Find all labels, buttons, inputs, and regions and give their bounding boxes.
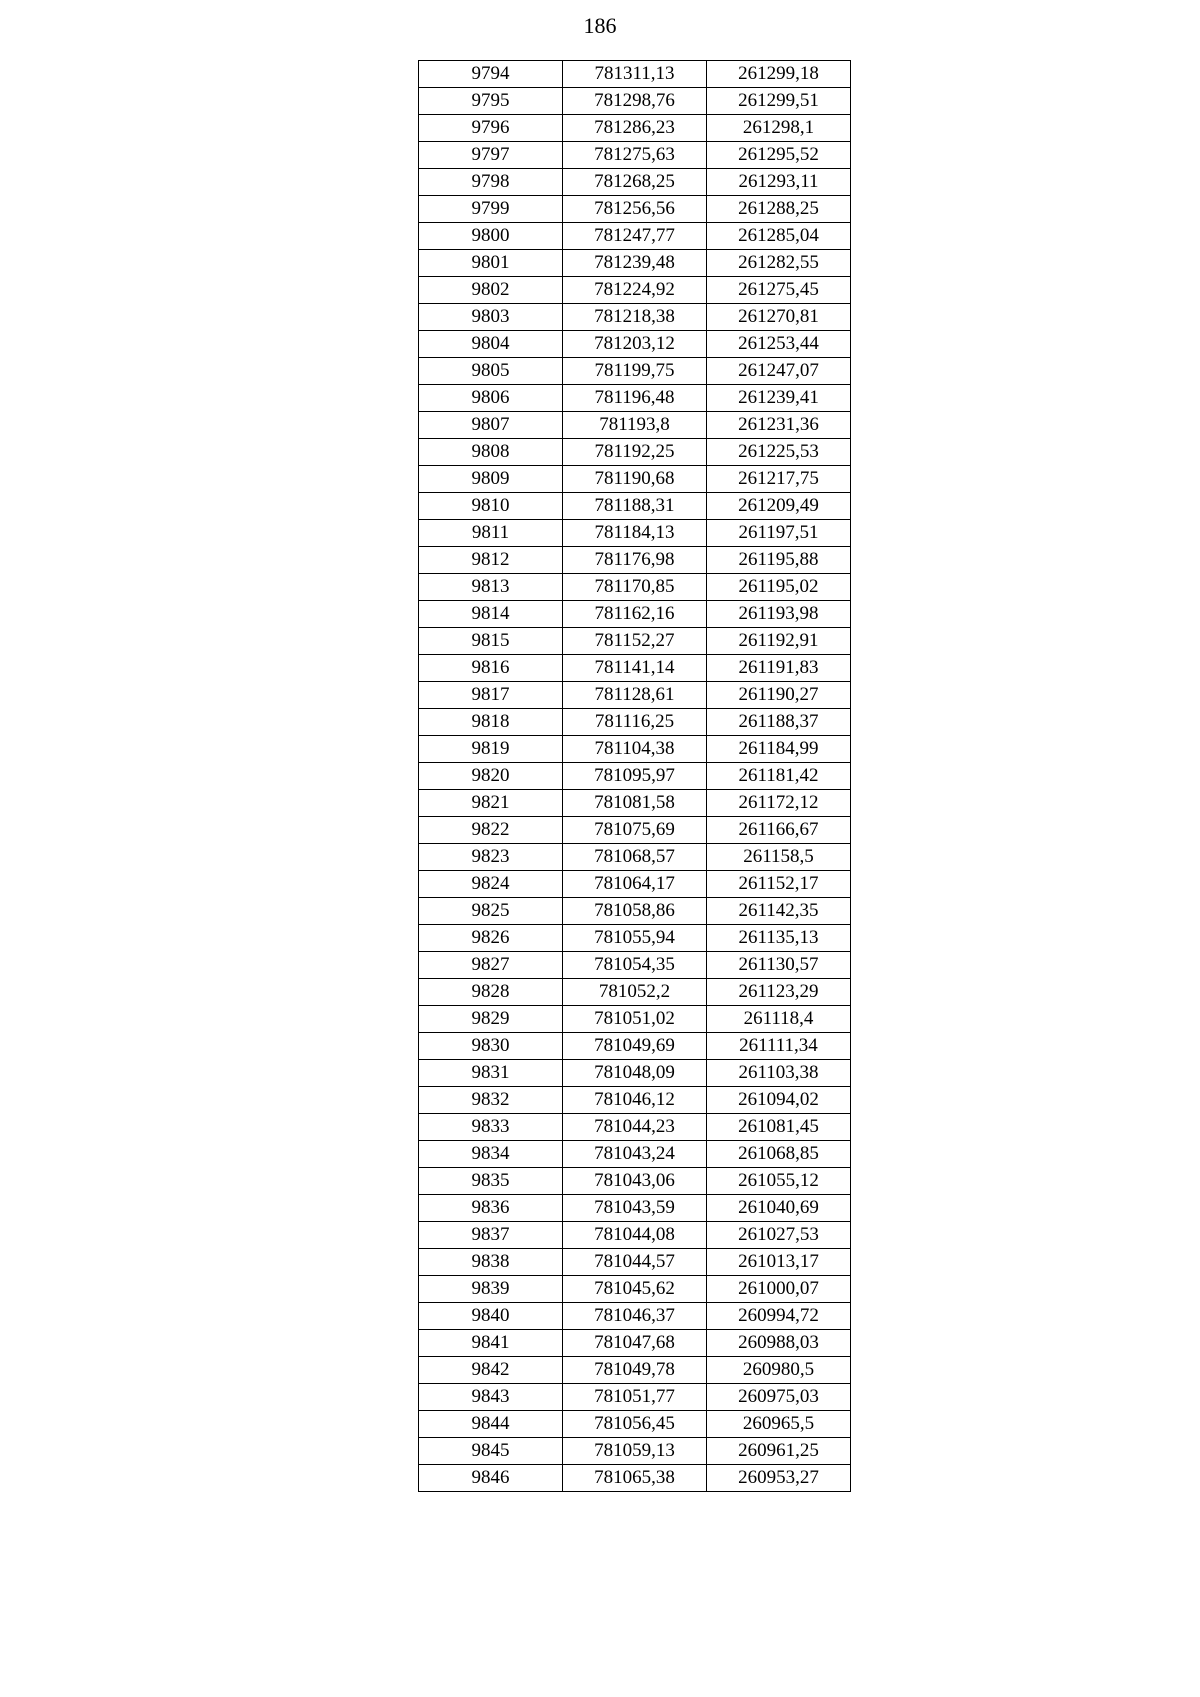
- point-number-cell: 9796: [419, 115, 563, 142]
- y-coordinate-cell: 261027,53: [707, 1222, 851, 1249]
- x-coordinate-cell: 781188,31: [563, 493, 707, 520]
- x-coordinate-cell: 781048,09: [563, 1060, 707, 1087]
- point-number-cell: 9809: [419, 466, 563, 493]
- x-coordinate-cell: 781058,86: [563, 898, 707, 925]
- point-number-cell: 9831: [419, 1060, 563, 1087]
- y-coordinate-cell: 261299,51: [707, 88, 851, 115]
- point-number-cell: 9807: [419, 412, 563, 439]
- point-number-cell: 9846: [419, 1465, 563, 1492]
- point-number-cell: 9803: [419, 304, 563, 331]
- y-coordinate-cell: 261135,13: [707, 925, 851, 952]
- x-coordinate-cell: 781170,85: [563, 574, 707, 601]
- point-number-cell: 9832: [419, 1087, 563, 1114]
- table-row: [419, 898, 851, 925]
- table-row: [419, 763, 851, 790]
- table-row: [419, 655, 851, 682]
- y-coordinate-cell: 261158,5: [707, 844, 851, 871]
- x-coordinate-cell: 781046,37: [563, 1303, 707, 1330]
- x-coordinate-cell: 781275,63: [563, 142, 707, 169]
- x-coordinate-cell: 781051,77: [563, 1384, 707, 1411]
- y-coordinate-cell: 261152,17: [707, 871, 851, 898]
- point-number-cell: 9828: [419, 979, 563, 1006]
- y-coordinate-cell: 261253,44: [707, 331, 851, 358]
- y-coordinate-cell: 261081,45: [707, 1114, 851, 1141]
- y-coordinate-cell: 261040,69: [707, 1195, 851, 1222]
- table-row: [419, 1249, 851, 1276]
- x-coordinate-cell: 781176,98: [563, 547, 707, 574]
- table-row: [419, 385, 851, 412]
- point-number-cell: 9845: [419, 1438, 563, 1465]
- x-coordinate-cell: 781064,17: [563, 871, 707, 898]
- table-row: [419, 547, 851, 574]
- table-row: [419, 493, 851, 520]
- table-row: [419, 628, 851, 655]
- table-row: [419, 1276, 851, 1303]
- table-row: [419, 1060, 851, 1087]
- point-number-cell: 9817: [419, 682, 563, 709]
- x-coordinate-cell: 781311,13: [563, 61, 707, 88]
- y-coordinate-cell: 261285,04: [707, 223, 851, 250]
- x-coordinate-cell: 781065,38: [563, 1465, 707, 1492]
- point-number-cell: 9805: [419, 358, 563, 385]
- x-coordinate-cell: 781239,48: [563, 250, 707, 277]
- y-coordinate-cell: 261191,83: [707, 655, 851, 682]
- x-coordinate-cell: 781068,57: [563, 844, 707, 871]
- point-number-cell: 9813: [419, 574, 563, 601]
- table-row: [419, 304, 851, 331]
- y-coordinate-cell: 261111,34: [707, 1033, 851, 1060]
- table-row: [419, 1438, 851, 1465]
- table-row: [419, 574, 851, 601]
- point-number-cell: 9836: [419, 1195, 563, 1222]
- y-coordinate-cell: 260980,5: [707, 1357, 851, 1384]
- x-coordinate-cell: 781044,23: [563, 1114, 707, 1141]
- point-number-cell: 9797: [419, 142, 563, 169]
- y-coordinate-cell: 261103,38: [707, 1060, 851, 1087]
- point-number-cell: 9814: [419, 601, 563, 628]
- table-row: [419, 1465, 851, 1492]
- y-coordinate-cell: 261275,45: [707, 277, 851, 304]
- point-number-cell: 9843: [419, 1384, 563, 1411]
- y-coordinate-cell: 261193,98: [707, 601, 851, 628]
- x-coordinate-cell: 781190,68: [563, 466, 707, 493]
- y-coordinate-cell: 261190,27: [707, 682, 851, 709]
- x-coordinate-cell: 781196,48: [563, 385, 707, 412]
- table-row: [419, 952, 851, 979]
- y-coordinate-cell: 261142,35: [707, 898, 851, 925]
- table-row: [419, 1168, 851, 1195]
- table-row: [419, 1303, 851, 1330]
- y-coordinate-cell: 261055,12: [707, 1168, 851, 1195]
- point-number-cell: 9811: [419, 520, 563, 547]
- x-coordinate-cell: 781162,16: [563, 601, 707, 628]
- x-coordinate-cell: 781152,27: [563, 628, 707, 655]
- y-coordinate-cell: 261000,07: [707, 1276, 851, 1303]
- point-number-cell: 9844: [419, 1411, 563, 1438]
- y-coordinate-cell: 261123,29: [707, 979, 851, 1006]
- x-coordinate-cell: 781192,25: [563, 439, 707, 466]
- coordinates-table-body: [419, 61, 851, 1492]
- point-number-cell: 9799: [419, 196, 563, 223]
- x-coordinate-cell: 781224,92: [563, 277, 707, 304]
- point-number-cell: 9829: [419, 1006, 563, 1033]
- table-row: [419, 115, 851, 142]
- table-row: [419, 1222, 851, 1249]
- table-row: [419, 709, 851, 736]
- x-coordinate-cell: 781104,38: [563, 736, 707, 763]
- x-coordinate-cell: 781059,13: [563, 1438, 707, 1465]
- x-coordinate-cell: 781043,24: [563, 1141, 707, 1168]
- y-coordinate-cell: 261166,67: [707, 817, 851, 844]
- point-number-cell: 9818: [419, 709, 563, 736]
- table-row: [419, 61, 851, 88]
- point-number-cell: 9822: [419, 817, 563, 844]
- y-coordinate-cell: 260988,03: [707, 1330, 851, 1357]
- y-coordinate-cell: 261195,02: [707, 574, 851, 601]
- point-number-cell: 9835: [419, 1168, 563, 1195]
- y-coordinate-cell: 261231,36: [707, 412, 851, 439]
- table-row: [419, 196, 851, 223]
- y-coordinate-cell: 260965,5: [707, 1411, 851, 1438]
- x-coordinate-cell: 781141,14: [563, 655, 707, 682]
- y-coordinate-cell: 261239,41: [707, 385, 851, 412]
- y-coordinate-cell: 261068,85: [707, 1141, 851, 1168]
- point-number-cell: 9823: [419, 844, 563, 871]
- point-number-cell: 9798: [419, 169, 563, 196]
- point-number-cell: 9841: [419, 1330, 563, 1357]
- x-coordinate-cell: 781184,13: [563, 520, 707, 547]
- point-number-cell: 9840: [419, 1303, 563, 1330]
- y-coordinate-cell: 261282,55: [707, 250, 851, 277]
- point-number-cell: 9810: [419, 493, 563, 520]
- table-row: [419, 520, 851, 547]
- x-coordinate-cell: 781286,23: [563, 115, 707, 142]
- x-coordinate-cell: 781095,97: [563, 763, 707, 790]
- point-number-cell: 9827: [419, 952, 563, 979]
- table-row: [419, 979, 851, 1006]
- y-coordinate-cell: 261188,37: [707, 709, 851, 736]
- table-row: [419, 682, 851, 709]
- x-coordinate-cell: 781047,68: [563, 1330, 707, 1357]
- table-row: [419, 88, 851, 115]
- point-number-cell: 9839: [419, 1276, 563, 1303]
- y-coordinate-cell: 261288,25: [707, 196, 851, 223]
- x-coordinate-cell: 781268,25: [563, 169, 707, 196]
- y-coordinate-cell: 261225,53: [707, 439, 851, 466]
- table-row: [419, 466, 851, 493]
- y-coordinate-cell: 261299,18: [707, 61, 851, 88]
- x-coordinate-cell: 781054,35: [563, 952, 707, 979]
- x-coordinate-cell: 781049,78: [563, 1357, 707, 1384]
- point-number-cell: 9842: [419, 1357, 563, 1384]
- y-coordinate-cell: 261195,88: [707, 547, 851, 574]
- table-row: [419, 1384, 851, 1411]
- table-row: [419, 1411, 851, 1438]
- table-row: [419, 601, 851, 628]
- point-number-cell: 9802: [419, 277, 563, 304]
- y-coordinate-cell: 261298,1: [707, 115, 851, 142]
- point-number-cell: 9820: [419, 763, 563, 790]
- page-number: 186: [583, 13, 617, 38]
- y-coordinate-cell: 261217,75: [707, 466, 851, 493]
- table-row: [419, 142, 851, 169]
- point-number-cell: 9838: [419, 1249, 563, 1276]
- table-row: [419, 1141, 851, 1168]
- x-coordinate-cell: 781128,61: [563, 682, 707, 709]
- x-coordinate-cell: 781203,12: [563, 331, 707, 358]
- point-number-cell: 9825: [419, 898, 563, 925]
- table-row: [419, 817, 851, 844]
- point-number-cell: 9824: [419, 871, 563, 898]
- point-number-cell: 9816: [419, 655, 563, 682]
- table-row: [419, 1006, 851, 1033]
- table-row: [419, 331, 851, 358]
- point-number-cell: 9812: [419, 547, 563, 574]
- x-coordinate-cell: 781116,25: [563, 709, 707, 736]
- x-coordinate-cell: 781052,2: [563, 979, 707, 1006]
- table-row: [419, 169, 851, 196]
- table-row: [419, 844, 851, 871]
- y-coordinate-cell: 261013,17: [707, 1249, 851, 1276]
- point-number-cell: 9806: [419, 385, 563, 412]
- table-row: [419, 1195, 851, 1222]
- x-coordinate-cell: 781256,56: [563, 196, 707, 223]
- table-row: [419, 223, 851, 250]
- coordinates-table: [418, 60, 851, 1492]
- y-coordinate-cell: 261118,4: [707, 1006, 851, 1033]
- table-row: [419, 358, 851, 385]
- x-coordinate-cell: 781056,45: [563, 1411, 707, 1438]
- table-row: [419, 412, 851, 439]
- y-coordinate-cell: 260961,25: [707, 1438, 851, 1465]
- y-coordinate-cell: 261172,12: [707, 790, 851, 817]
- y-coordinate-cell: 261130,57: [707, 952, 851, 979]
- x-coordinate-cell: 781045,62: [563, 1276, 707, 1303]
- point-number-cell: 9819: [419, 736, 563, 763]
- x-coordinate-cell: 781218,38: [563, 304, 707, 331]
- table-row: [419, 250, 851, 277]
- x-coordinate-cell: 781043,06: [563, 1168, 707, 1195]
- point-number-cell: 9804: [419, 331, 563, 358]
- x-coordinate-cell: 781199,75: [563, 358, 707, 385]
- point-number-cell: 9795: [419, 88, 563, 115]
- y-coordinate-cell: 261192,91: [707, 628, 851, 655]
- table-row: [419, 1330, 851, 1357]
- y-coordinate-cell: 261295,52: [707, 142, 851, 169]
- point-number-cell: 9801: [419, 250, 563, 277]
- y-coordinate-cell: 261197,51: [707, 520, 851, 547]
- table-row: [419, 790, 851, 817]
- point-number-cell: 9837: [419, 1222, 563, 1249]
- table-row: [419, 736, 851, 763]
- point-number-cell: 9821: [419, 790, 563, 817]
- x-coordinate-cell: 781049,69: [563, 1033, 707, 1060]
- point-number-cell: 9826: [419, 925, 563, 952]
- point-number-cell: 9794: [419, 61, 563, 88]
- x-coordinate-cell: 781075,69: [563, 817, 707, 844]
- x-coordinate-cell: 781046,12: [563, 1087, 707, 1114]
- point-number-cell: 9833: [419, 1114, 563, 1141]
- x-coordinate-cell: 781055,94: [563, 925, 707, 952]
- x-coordinate-cell: 781081,58: [563, 790, 707, 817]
- x-coordinate-cell: 781043,59: [563, 1195, 707, 1222]
- y-coordinate-cell: 260994,72: [707, 1303, 851, 1330]
- y-coordinate-cell: 261247,07: [707, 358, 851, 385]
- table-row: [419, 871, 851, 898]
- y-coordinate-cell: 261181,42: [707, 763, 851, 790]
- y-coordinate-cell: 261209,49: [707, 493, 851, 520]
- y-coordinate-cell: 261184,99: [707, 736, 851, 763]
- x-coordinate-cell: 781298,76: [563, 88, 707, 115]
- x-coordinate-cell: 781247,77: [563, 223, 707, 250]
- table-row: [419, 439, 851, 466]
- x-coordinate-cell: 781044,08: [563, 1222, 707, 1249]
- table-row: [419, 1033, 851, 1060]
- table-row: [419, 1114, 851, 1141]
- y-coordinate-cell: 261094,02: [707, 1087, 851, 1114]
- x-coordinate-cell: 781051,02: [563, 1006, 707, 1033]
- table-row: [419, 925, 851, 952]
- table-row: [419, 1087, 851, 1114]
- x-coordinate-cell: 781044,57: [563, 1249, 707, 1276]
- point-number-cell: 9808: [419, 439, 563, 466]
- point-number-cell: 9800: [419, 223, 563, 250]
- y-coordinate-cell: 260975,03: [707, 1384, 851, 1411]
- point-number-cell: 9830: [419, 1033, 563, 1060]
- point-number-cell: 9815: [419, 628, 563, 655]
- point-number-cell: 9834: [419, 1141, 563, 1168]
- y-coordinate-cell: 260953,27: [707, 1465, 851, 1492]
- table-row: [419, 277, 851, 304]
- y-coordinate-cell: 261270,81: [707, 304, 851, 331]
- y-coordinate-cell: 261293,11: [707, 169, 851, 196]
- x-coordinate-cell: 781193,8: [563, 412, 707, 439]
- table-row: [419, 1357, 851, 1384]
